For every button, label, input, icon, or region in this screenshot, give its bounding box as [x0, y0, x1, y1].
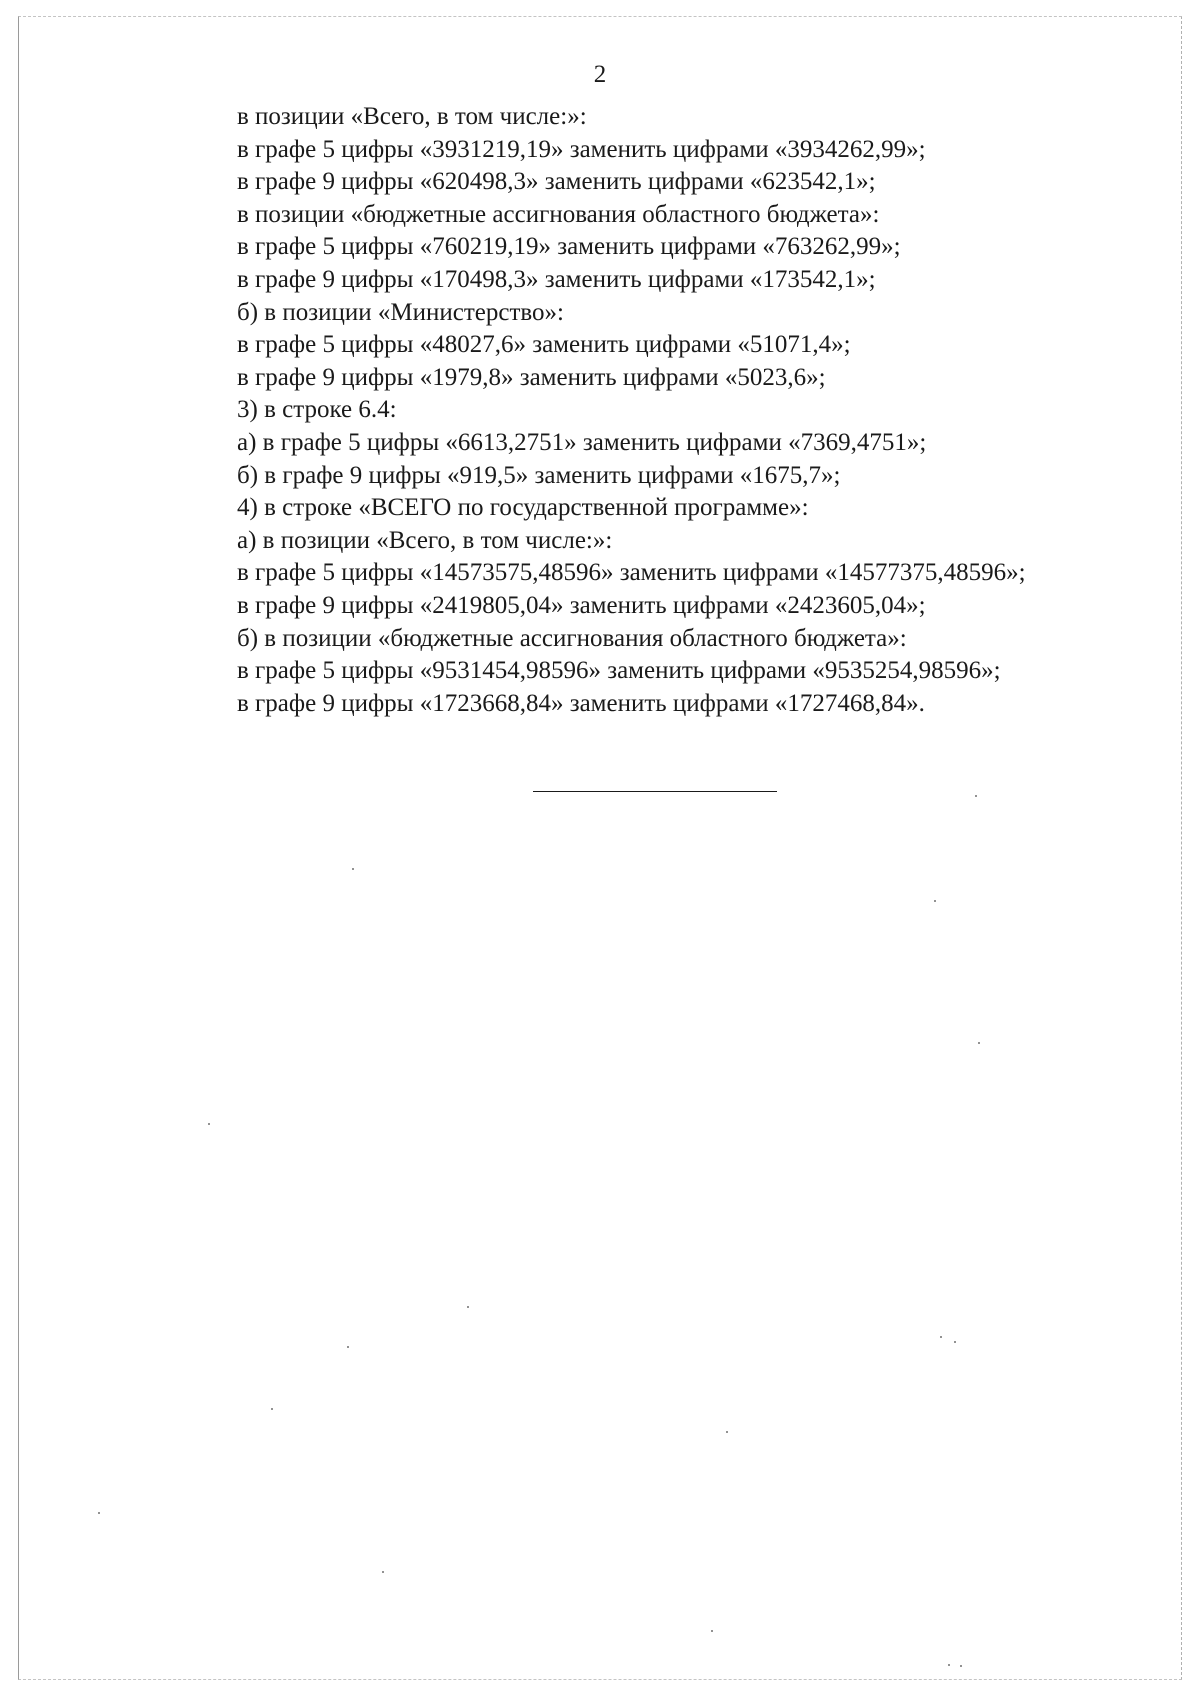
text-line: б) в графе 9 цифры «919,5» заменить цифрами «1675,7»;: [237, 461, 841, 489]
scan-speck: [467, 1306, 469, 1308]
scan-speck: [948, 1664, 950, 1666]
scan-speck: [271, 1408, 273, 1410]
text-line: а) в позиции «Всего, в том числе:»:: [237, 526, 613, 554]
page-number: 2: [593, 61, 607, 88]
scan-speck: [726, 1431, 728, 1433]
text-line: б) в позиции «Министерство»:: [237, 298, 564, 326]
scan-speck: [352, 868, 354, 870]
scan-speck: [711, 1630, 713, 1632]
scan-speck: [347, 1346, 349, 1348]
text-line: 4) в строке «ВСЕГО по государственной программе»:: [237, 494, 809, 522]
text-line: в позиции «Всего, в том числе:»:: [237, 103, 587, 130]
text-line: в графе 9 цифры «1979,8» заменить цифрами «5023,6»;: [237, 363, 826, 391]
scan-speck: [975, 795, 977, 797]
text-line: в графе 5 цифры «760219,19» заменить цифрами «763262,99»;: [237, 233, 901, 261]
scan-speck: [940, 1336, 942, 1338]
text-line: а) в графе 5 цифры «6613,2751» заменить цифрами «7369,4751»;: [237, 428, 927, 456]
scan-speck: [954, 1341, 956, 1343]
scan-speck: [208, 1123, 210, 1125]
document-body: [237, 101, 1157, 720]
text-line: б) в позиции «бюджетные ассигнования областного бюджета»:: [237, 624, 907, 652]
text-line: в графе 9 цифры «2419805,04» заменить цифрами «2423605,04»;: [237, 591, 926, 619]
scan-speck: [98, 1512, 100, 1514]
scan-speck: [978, 1042, 980, 1044]
text-line: в графе 5 цифры «48027,6» заменить цифрами «51071,4»;: [237, 331, 851, 359]
scan-speck: [934, 900, 936, 902]
text-line: в графе 5 цифры «9531454,98596» заменить цифрами «9535254,98596»;: [237, 657, 1001, 685]
scan-speck: [960, 1665, 962, 1667]
text-line: 3) в строке 6.4:: [237, 396, 397, 424]
text-line: в графе 5 цифры «14573575,48596» заменить цифрами «14577375,48596»;: [237, 559, 1026, 587]
text-line: в графе 9 цифры «1723668,84» заменить цифрами «1727468,84».: [237, 689, 925, 717]
text-line: в графе 9 цифры «620498,3» заменить цифрами «623542,1»;: [237, 168, 876, 196]
text-line: в графе 5 цифры «3931219,19» заменить цифрами «3934262,99»;: [237, 135, 926, 163]
scan-speck: [382, 1571, 384, 1573]
closing-rule: [533, 791, 777, 792]
text-line: в позиции «бюджетные ассигнования областного бюджета»:: [237, 200, 880, 228]
text-line: в графе 9 цифры «170498,3» заменить цифрами «173542,1»;: [237, 265, 876, 293]
